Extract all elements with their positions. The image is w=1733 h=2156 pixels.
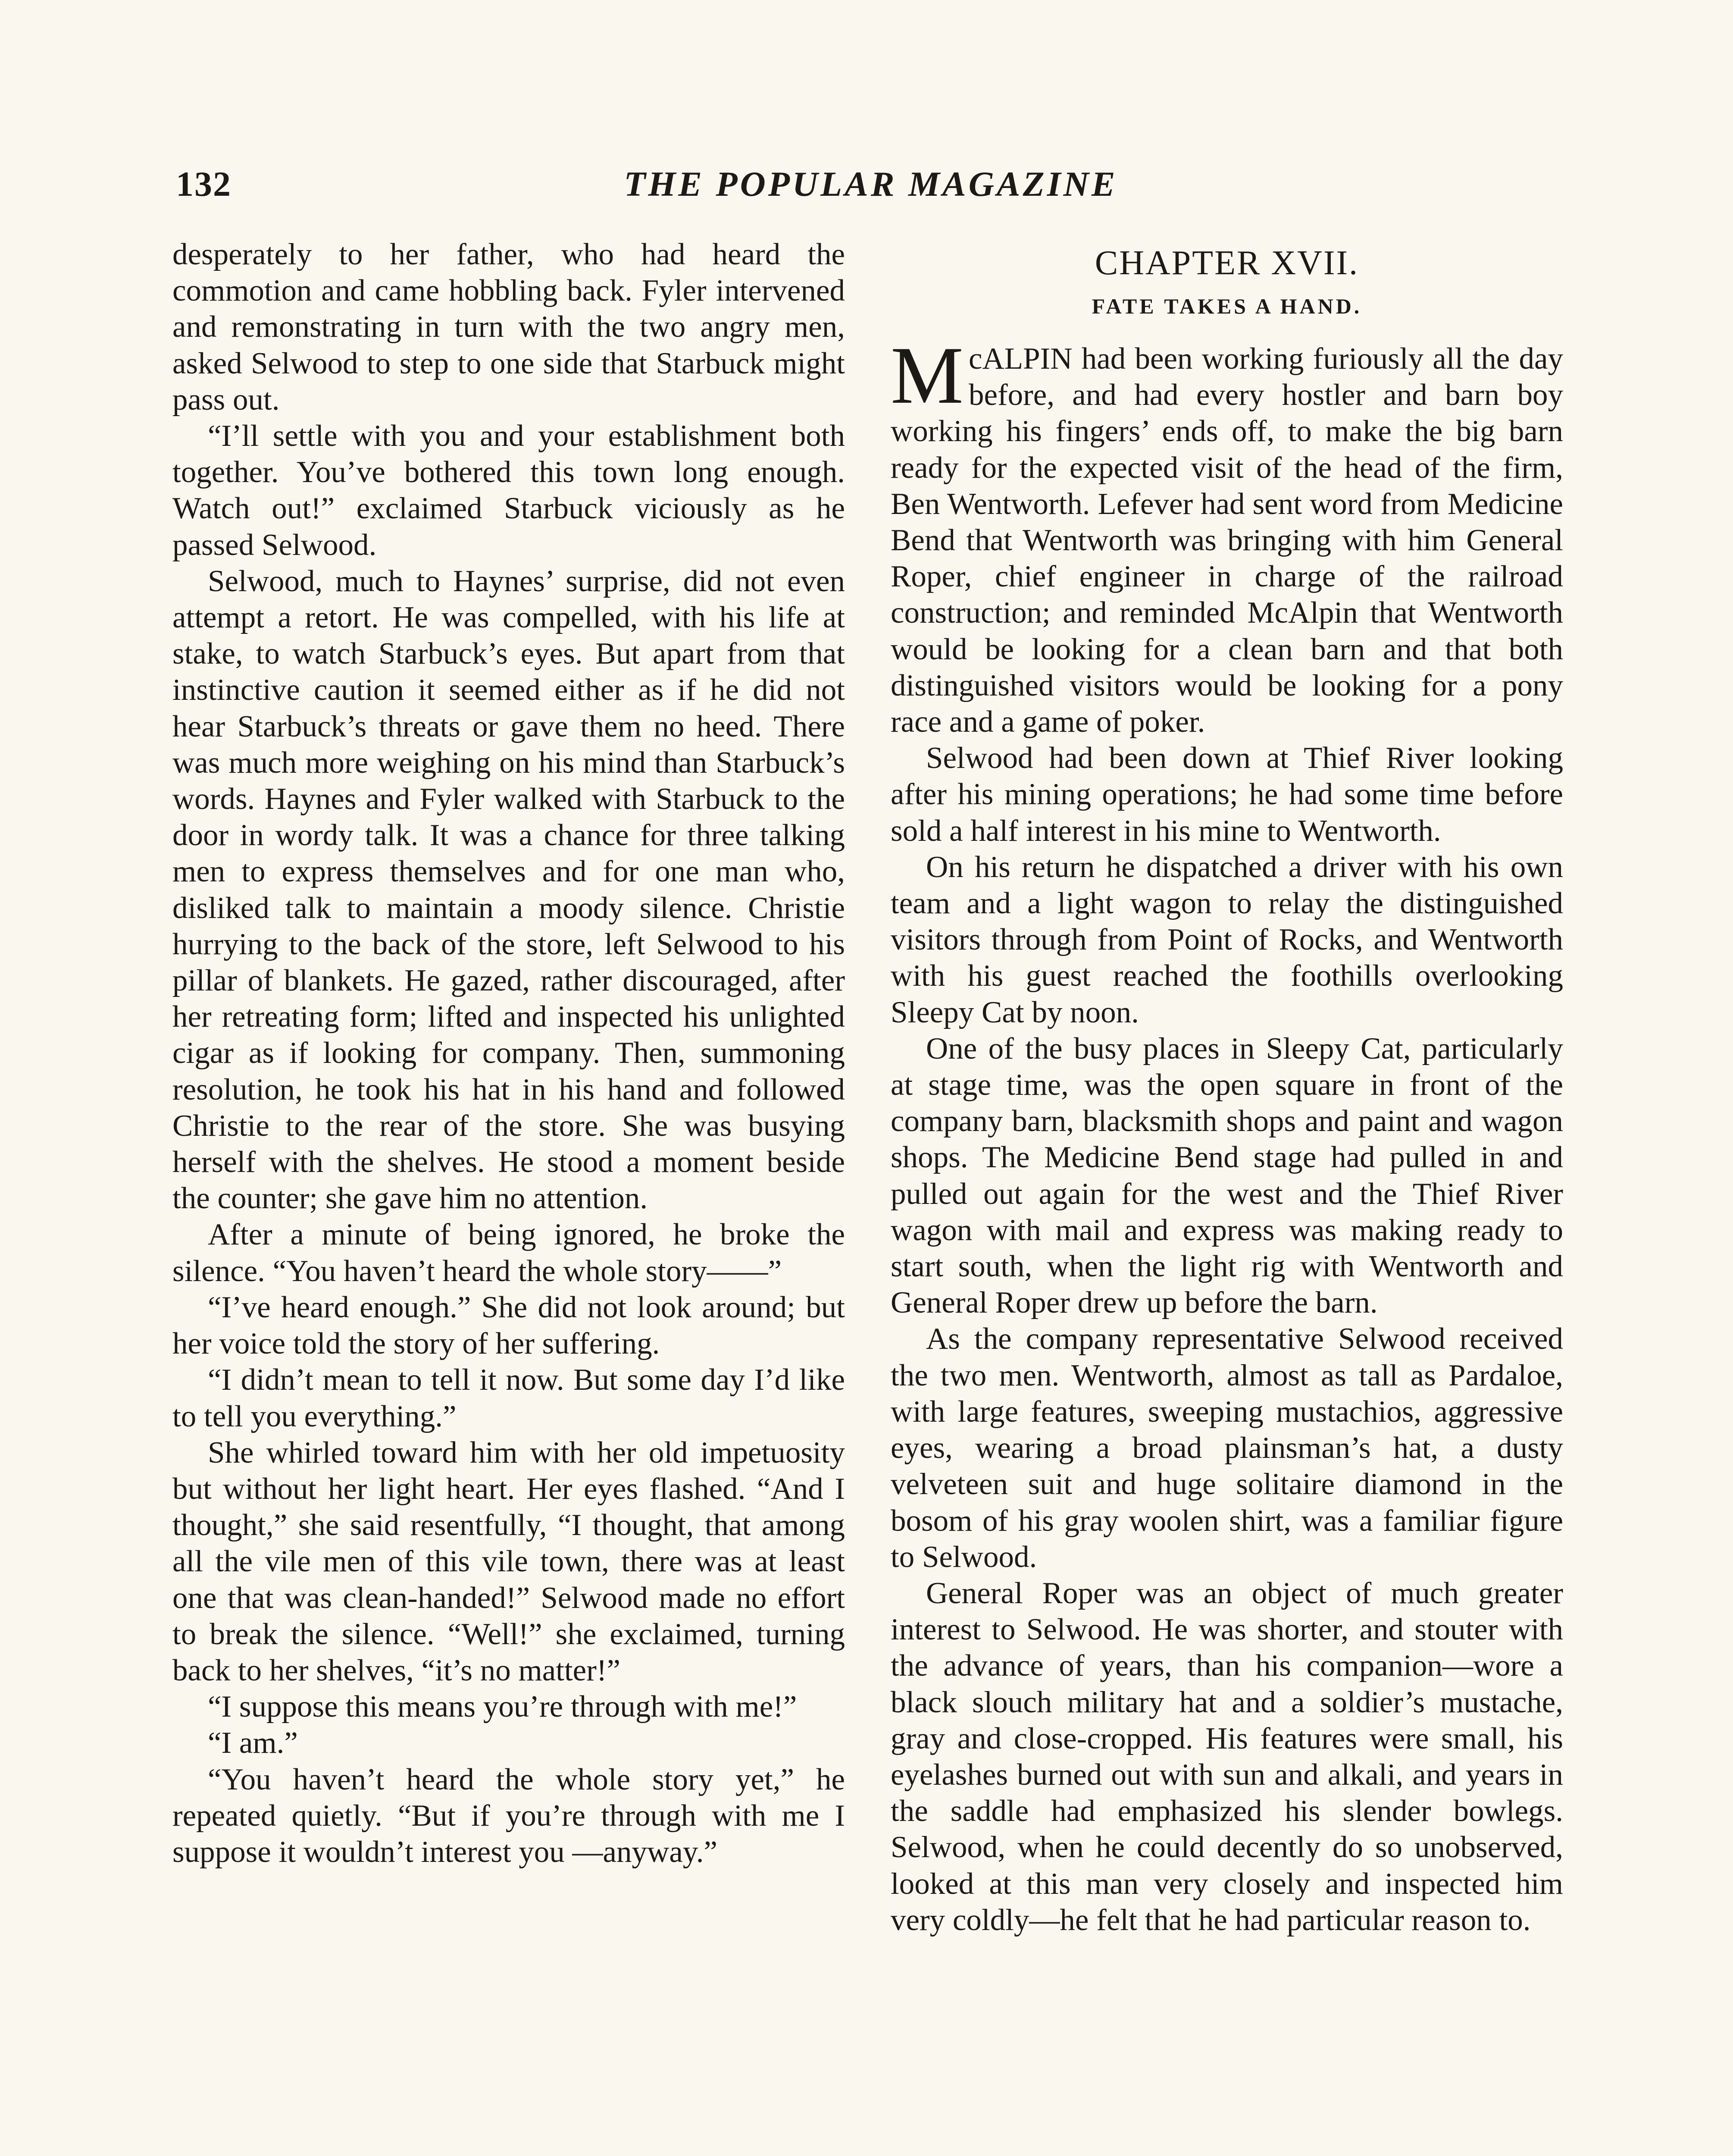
running-title: THE POPULAR MAGAZINE xyxy=(624,164,1118,204)
page-header xyxy=(172,164,1569,216)
paragraph: After a minute of being ignored, he broke the silence. “You haven’t heard the whole story——” xyxy=(172,1218,845,1288)
paragraph: desperately to her father, who had heard the commotion and came hobbling back. Fyler intervened and remonstrating in turn with the two angry men, asked Selwood to step to one side that Starbuck might pass out. xyxy=(172,238,845,417)
chapter-subtitle: FATE TAKES A HAND. xyxy=(1092,294,1362,318)
drop-cap: M xyxy=(891,330,963,421)
paragraph: “You haven’t heard the whole story yet,” he repeated quietly. “But if you’re through with me I suppose it wouldn’t interest you —anyway.” xyxy=(172,1762,845,1869)
right-column xyxy=(891,236,1563,1938)
paragraph: As the company representative Selwood received the two men. Wentworth, almost as tall as Pardaloe, with large features, sweeping mustachios, aggressive eyes, wearing a broad plainsman’s hat, a dusty velveteen suit and huge solitaire diamond in the bosom of his gray woolen shirt, was a familiar figure to Selwood. xyxy=(891,1322,1563,1574)
paragraph: “I’ll settle with you and your establishment both together. You’ve bothered this town long enough. Watch out!” exclaimed Starbuck viciously as he passed Selwood. xyxy=(172,419,845,562)
paragraph: “I didn’t mean to tell it now. But some day I’d like to tell you everything.” xyxy=(172,1363,845,1433)
left-column xyxy=(172,236,845,1870)
paragraph: General Roper was an object of much greater interest to Selwood. He was shorter, and stouter with the advance of years, than his companion—wore a black slouch military hat and a soldier’s mustache, gray and close-cropped. His features were small, his eyelashes burned out with sun and alkali, and years in the saddle had emphasized his slender bowlegs. Selwood, when he could decently do so unobserved, looked at this man very closely and inspected him very coldly—he felt that he had particular reason to. xyxy=(891,1576,1563,1937)
paragraph: She whirled toward him with her old impetuosity but without her light heart. Her eyes flashed. “And I thought,” she said resentfully, “I thought, that among all the vile men of this vile town, there was at least one that was clean-handed!” Selwood made no effort to break the silence. “Well!” she exclaimed, turning back to her shelves, “it’s no matter!” xyxy=(172,1435,845,1687)
chapter-title: CHAPTER XVII. xyxy=(1095,244,1359,282)
paragraph: “I’ve heard enough.” She did not look around; but her voice told the story of her suffering. xyxy=(172,1290,845,1361)
paragraph: “I am.” xyxy=(208,1726,298,1760)
paragraph: One of the busy places in Sleepy Cat, particularly at stage time, was the open square in front of the company barn, blacksmith shops and paint and wagon shops. The Medicine Bend stage had pulled in and pulled out again for the west and the Thief River wagon with mail and express was making ready to start south, when the light rig with Wentworth and General Roper drew up before the barn. xyxy=(891,1031,1563,1320)
paragraph: “I suppose this means you’re through with me!” xyxy=(208,1690,797,1724)
paragraph: Selwood had been down at Thief River looking after his mining operations; he had some time before sold a half interest in his mine to Wentworth. xyxy=(891,741,1563,848)
opening-paragraph xyxy=(891,330,1563,740)
opening-text: cALPIN had been working furiously all the day before, and had every hostler and barn boy working his fingers’ ends off, to make the big barn ready for the expected visit of the head of the firm, Ben Wentworth. Lefever had sent word from Medicine Bend that Wentworth was bringing with him General Roper, chief engineer in charge of the railroad construction; and reminded McAlpin that Wentworth would be looking for a clean barn and that both distinguished visitors would be looking for a pony race and a game of poker. xyxy=(891,342,1563,739)
paragraph: On his return he dispatched a driver with his own team and a light wagon to relay the distinguished visitors through from Point of Rocks, and Wentworth with his guest reached the foothills overlooking Sleepy Cat by noon. xyxy=(891,850,1563,1029)
page-number: 132 xyxy=(176,164,231,204)
paragraph: Selwood, much to Haynes’ surprise, did not even attempt a retort. He was compelled, with his life at stake, to watch Starbuck’s eyes. But apart from that instinctive caution it seemed either as if he did not hear Starbuck’s threats or gave them no heed. There was much more weighing on his mind than Starbuck’s words. Haynes and Fyler walked with Starbuck to the door in wordy talk. It was a chance for three talking men to express themselves and for one man who, disliked talk to maintain a moody silence. Christie hurrying to the back of the store, left Selwood to his pillar of blankets. He gazed, rather discouraged, after her retreating form; lifted and inspected his unlighted cigar as if looking for company. Then, summoning resolution, he took his hat in his hand and followed Christie to the rear of the store. She was busying herself with the shelves. He stood a moment beside the counter; she gave him no attention. xyxy=(172,564,845,1216)
